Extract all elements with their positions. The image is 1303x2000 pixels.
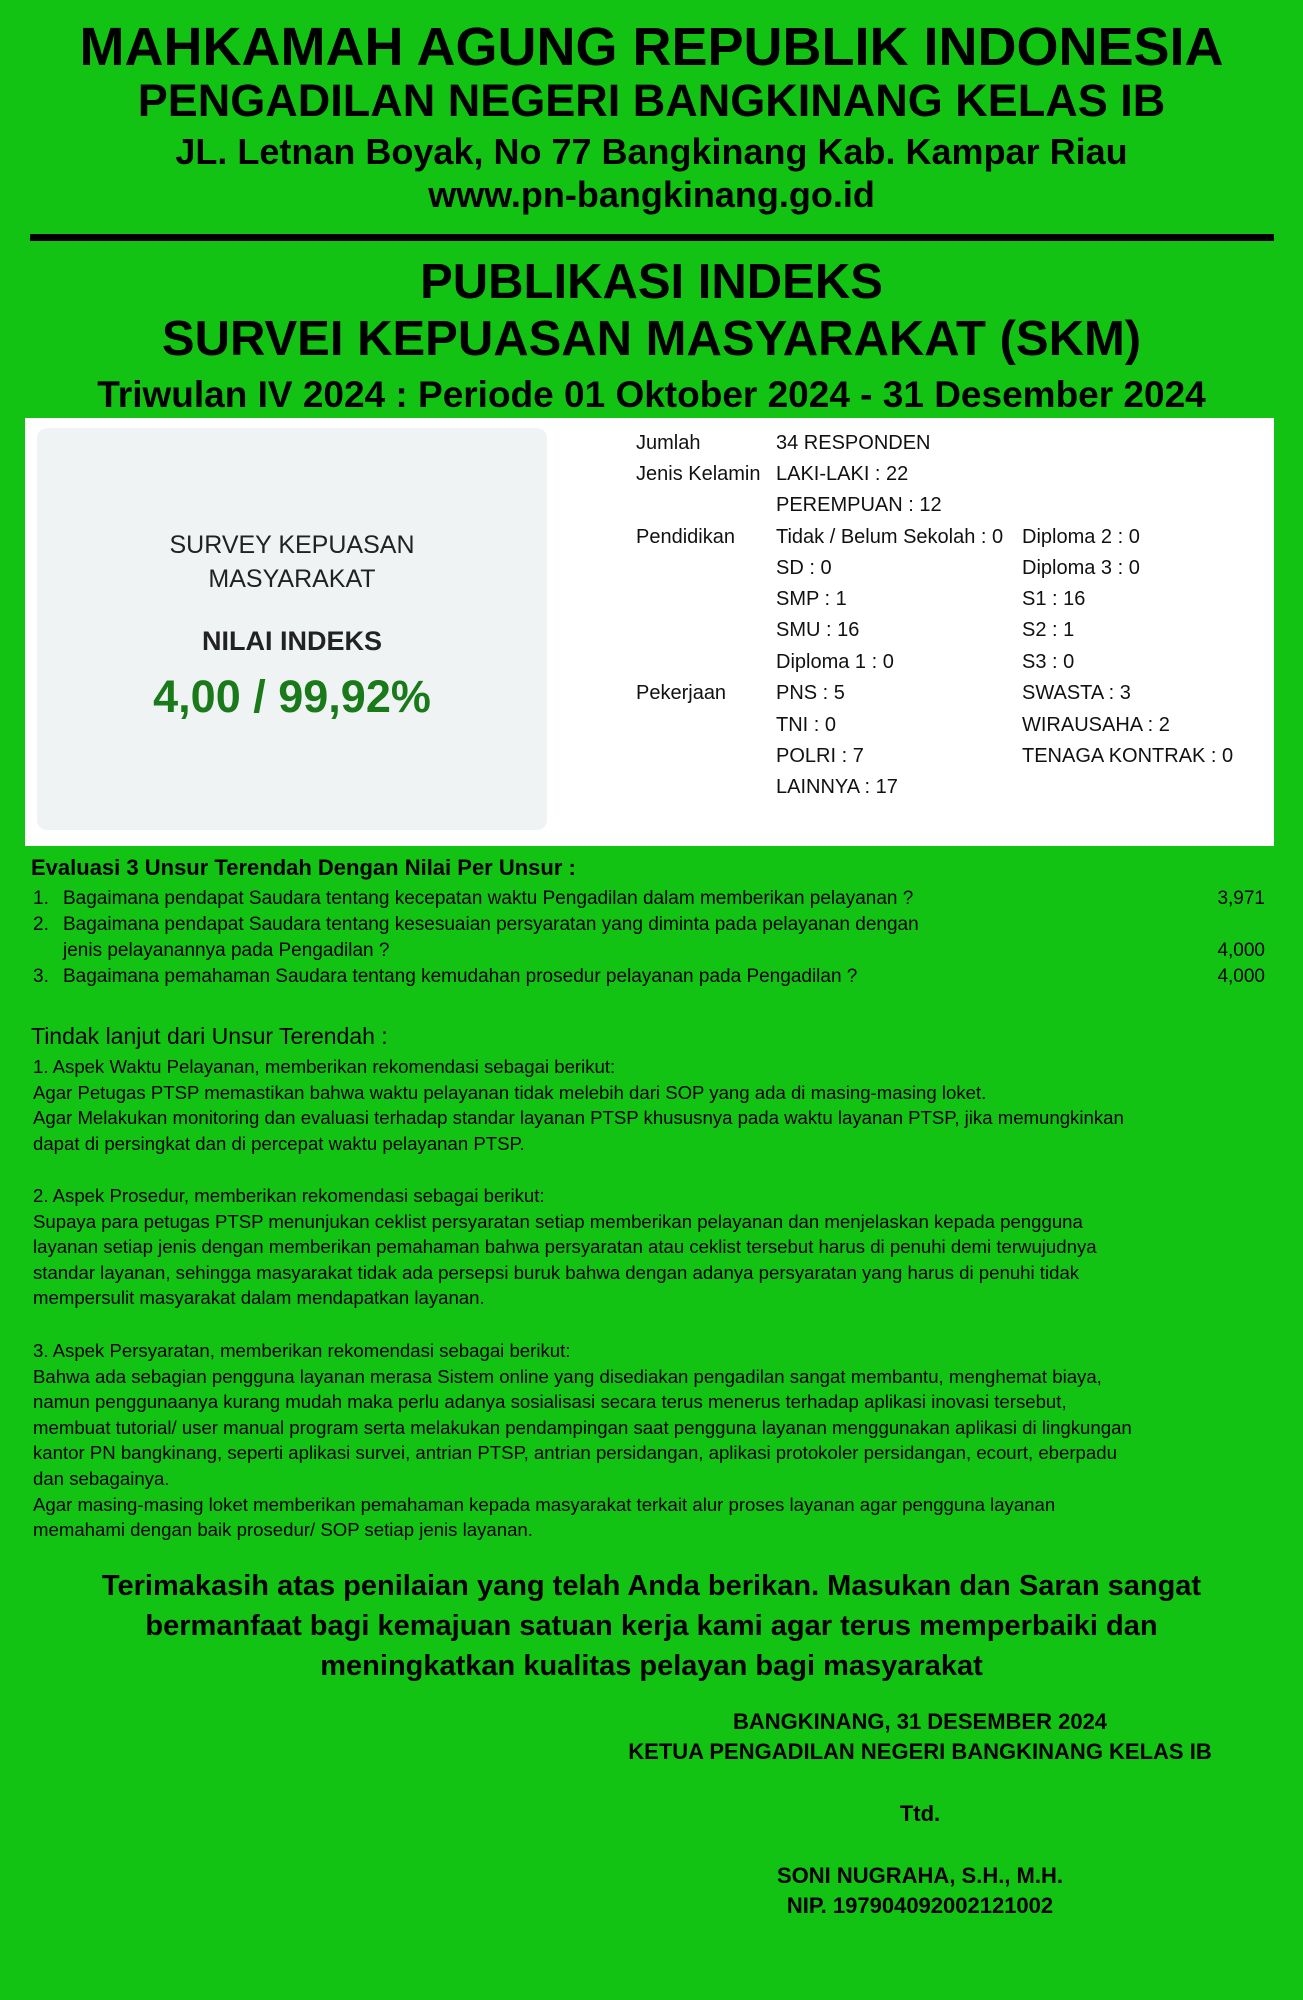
followup-line: memahami dengan baik prosedur/ SOP setiap jenis layanan. xyxy=(33,1519,533,1541)
evaluation-item-value: 3,971 xyxy=(1217,888,1265,909)
followup-line: Bahwa ada sebagian pengguna layanan merasa Sistem online yang disediakan pengadilan sangat membantu, menghemat biaya, xyxy=(33,1365,1102,1387)
education-label: Pendidikan xyxy=(636,526,735,548)
followup-line: dapat di persingkat dan di percepat waktu pelayanan PTSP. xyxy=(33,1132,525,1154)
evaluation-item-text: Bagaimana pendapat Saudara tentang kesesuaian persyaratan yang diminta pada pelayanan dengan xyxy=(63,914,919,935)
job-item: PNS : 5 xyxy=(776,682,845,704)
job-label: Pekerjaan xyxy=(636,682,727,704)
signature-name: SONI NUGRAHA, S.H., M.H. xyxy=(776,1863,1063,1888)
followup-section-time xyxy=(33,1054,1283,1156)
job-item: TNI : 0 xyxy=(776,714,837,736)
thank-you-line: bermanfaat bagi kemajuan satuan kerja kami agar terus memperbaiki dan xyxy=(145,1610,1158,1642)
job-item: TENAGA KONTRAK : 0 xyxy=(1022,745,1234,767)
evaluation-heading: Evaluasi 3 Unsur Terendah Dengan Nilai Per Unsur : xyxy=(31,855,576,880)
header-divider xyxy=(30,234,1274,241)
gender-female: PEREMPUAN : 12 xyxy=(776,494,942,516)
education-item: S1 : 16 xyxy=(1022,588,1086,610)
followup-line: 3. Aspek Persyaratan, memberikan rekomendasi sebagai berikut: xyxy=(33,1340,571,1361)
followup-line: layanan setiap jenis dengan memberikan pemahaman bahwa persyaratan atau ceklist tersebut harus di penuhi demi terwujudnya xyxy=(33,1236,1097,1258)
education-item: SMU : 16 xyxy=(776,619,860,641)
job-item: LAINNYA : 17 xyxy=(776,776,898,798)
education-item: Diploma 3 : 0 xyxy=(1022,557,1140,579)
education-item: Tidak / Belum Sekolah : 0 xyxy=(776,526,1004,548)
thank-you-line: Terimakasih atas penilaian yang telah Anda berikan. Masukan dan Saran sangat xyxy=(101,1570,1202,1602)
followup-line: mempersulit masyarakat dalam mendapatkan layanan. xyxy=(33,1287,485,1309)
court-heading: PENGADILAN NEGERI BANGKINANG KELAS IB xyxy=(137,75,1166,126)
index-label: NILAI INDEKS xyxy=(201,626,382,656)
followup-section-procedure xyxy=(33,1183,1283,1311)
job-item: WIRAUSAHA : 2 xyxy=(1022,714,1170,736)
followup-line: membuat tutorial/ user manual program serta melakukan pendampingan saat pengguna layanan menggunakan aplikasi di lingkungan xyxy=(33,1416,1132,1438)
evaluation-item-value: 4,000 xyxy=(1217,940,1265,961)
thank-you-message xyxy=(40,1566,1263,1686)
survey-period: Triwulan IV 2024 : Periode 01 Oktober 2024 - 31 Desember 2024 xyxy=(97,374,1206,415)
signature-place-date: BANGKINANG, 31 DESEMBER 2024 xyxy=(732,1709,1108,1734)
index-card-label xyxy=(37,528,547,596)
jumlah-value: 34 RESPONDEN xyxy=(776,432,931,454)
index-value: 4,00 / 99,92% xyxy=(153,671,431,722)
gender-label: Jenis Kelamin xyxy=(636,463,761,485)
index-card xyxy=(37,428,547,830)
evaluation-item-number: 3. xyxy=(33,966,49,987)
followup-line: namun penggunaanya kurang mudah maka perlu adanya sosialisasi secara terus menerus terhadap aplikasi inovasi tersebut, xyxy=(33,1391,1067,1413)
evaluation-item-value: 4,000 xyxy=(1217,966,1265,987)
gender-male: LAKI-LAKI : 22 xyxy=(776,463,909,485)
index-card-label-line1: SURVEY KEPUASAN xyxy=(169,531,415,559)
survey-title: SURVEI KEPUASAN MASYARAKAT (SKM) xyxy=(161,312,1142,366)
evaluation-item-text: Bagaimana pendapat Saudara tentang kecepatan waktu Pengadilan dalam memberikan pelayanan ? xyxy=(63,888,914,909)
job-item: POLRI : 7 xyxy=(776,745,864,767)
followup-line: Agar masing-masing loket memberikan pemahaman kepada masyarakat terkait alur proses layanan agar pengguna layanan xyxy=(33,1493,1056,1515)
followup-line: 2. Aspek Prosedur, memberikan rekomendasi sebagai berikut: xyxy=(33,1185,545,1206)
followup-line: kantor PN bangkinang, seperti aplikasi survei, antrian PTSP, antrian persidangan, aplikasi protokoler persidangan, ecourt, eberpadu xyxy=(33,1442,1117,1464)
followup-line: Agar Melakukan monitoring dan evaluasi terhadap standar layanan PTSP khususnya pada waktu layanan PTSP, jika memungkinkan xyxy=(33,1107,1124,1129)
institution-heading: MAHKAMAH AGUNG REPUBLIK INDONESIA xyxy=(79,17,1224,77)
education-item: S2 : 1 xyxy=(1022,619,1075,641)
index-card-label-line2: MASYARAKAT xyxy=(208,565,376,593)
job-item: SWASTA : 3 xyxy=(1022,682,1131,704)
followup-line: Agar Petugas PTSP memastikan bahwa waktu pelayanan tidak melebih dari SOP yang ada di masing-masing loket. xyxy=(33,1081,987,1103)
evaluation-item-text-cont: jenis pelayanannya pada Pengadilan ? xyxy=(63,940,390,961)
evaluation-item-number: 1. xyxy=(33,888,49,909)
followup-section-requirements xyxy=(33,1338,1283,1543)
court-address: JL. Letnan Boyak, No 77 Bangkinang Kab. Kampar Riau xyxy=(175,131,1128,172)
followup-line: dan sebagainya. xyxy=(33,1467,170,1489)
signature-position: KETUA PENGADILAN NEGERI BANGKINANG KELAS IB xyxy=(628,1739,1212,1764)
court-website: www.pn-bangkinang.go.id xyxy=(428,174,875,215)
publication-title: PUBLIKASI INDEKS xyxy=(420,255,883,309)
education-item: Diploma 2 : 0 xyxy=(1022,526,1140,548)
followup-line: Supaya para petugas PTSP menunjukan ceklist persyaratan setiap memberikan pelayanan dan menjelaskan kepada pengguna xyxy=(33,1210,1083,1232)
evaluation-item-text: Bagaimana pemahaman Saudara tentang kemudahan prosedur pelayanan pada Pengadilan ? xyxy=(63,966,858,987)
evaluation-item-number: 2. xyxy=(33,914,49,935)
thank-you-line: meningkatkan kualitas pelayan bagi masyarakat xyxy=(320,1650,983,1682)
education-item: Diploma 1 : 0 xyxy=(776,651,894,673)
survey-summary-panel xyxy=(25,418,1274,846)
followup-line: standar layanan, sehingga masyarakat tidak ada persepsi buruk bahwa dengan adanya persyaratan yang harus di penuhi tidak xyxy=(33,1261,1080,1283)
education-item: SD : 0 xyxy=(776,557,832,579)
signature-nip: NIP. 197904092002121002 xyxy=(786,1893,1054,1918)
signature-signed: Ttd. xyxy=(899,1801,941,1826)
jumlah-label: Jumlah xyxy=(636,432,701,454)
followup-line: 1. Aspek Waktu Pelayanan, memberikan rekomendasi sebagai berikut: xyxy=(33,1056,616,1077)
followup-heading: Tindak lanjut dari Unsur Terendah : xyxy=(31,1023,388,1049)
education-item: SMP : 1 xyxy=(776,588,847,610)
education-item: S3 : 0 xyxy=(1022,651,1075,673)
